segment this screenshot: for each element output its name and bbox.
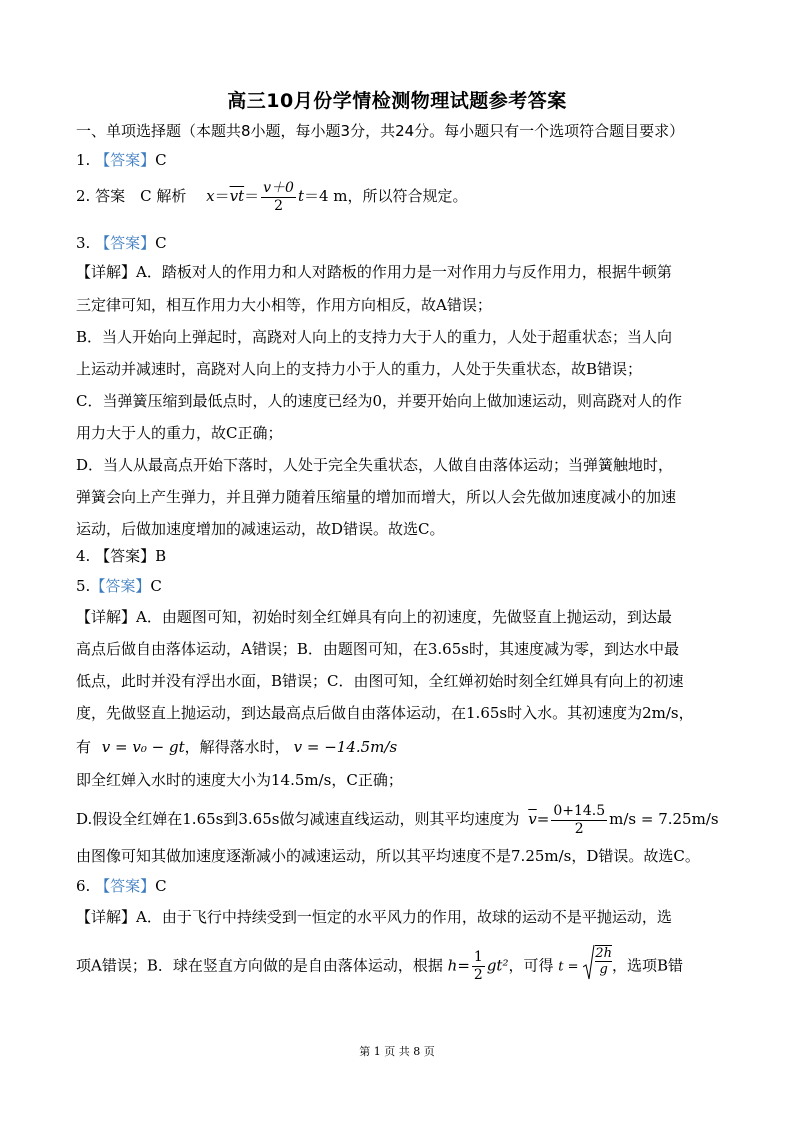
- q5-detail-line: 即全红婵入水时的速度大小为14.5m/s，C正确；: [76, 771, 403, 789]
- q5-text: 有: [76, 738, 92, 756]
- q6-fraction: [472, 949, 485, 984]
- q5-detail-line: [76, 607, 672, 627]
- answer-tag: 【答案】: [95, 877, 156, 895]
- q2-t: t: [297, 187, 304, 205]
- q3-detail-line: B．当人开始向上弹起时，高跷对人向上的支持力大于人的重力，人处于超重状态；当人向: [76, 328, 673, 346]
- q2-eq2: ＝: [244, 187, 260, 205]
- q2-lead: 2. 答案 C 解析: [76, 187, 202, 205]
- answer-tag: 【答案】: [90, 577, 151, 595]
- q5-detail-line: [76, 737, 397, 757]
- q2-fraction: [261, 180, 296, 215]
- q5-detail-line: 由图像可知其做加速度逐渐减小的减速运动，所以其平均速度不是7.25m/s，D错误。故选C。: [76, 847, 700, 865]
- q6-answer: [76, 876, 167, 896]
- answer-tag: 【答案】: [95, 151, 156, 169]
- q6-text: ，选项B错: [611, 956, 683, 975]
- sqrt-den: g: [599, 962, 608, 977]
- sqrt-num: 2h: [595, 946, 612, 961]
- q5-text: D.假设全红婵在1.65s到3.65s做匀减速直线运动，则其平均速度为: [76, 810, 520, 828]
- q3-detail-line: 弹簧会向上产生弹力，并且弹力随着压缩量的增加而增大，所以人会先做加速度减小的加速: [76, 488, 677, 506]
- q5-vbar: $\overline{v}$: [528, 810, 537, 828]
- q5-frac-num: 0+14.5: [553, 802, 606, 819]
- q6-choice: C: [155, 877, 167, 895]
- q4-choice: B: [155, 547, 167, 565]
- q4-number: 4.: [76, 547, 91, 565]
- q6-gt2: gt²: [486, 956, 509, 975]
- q6-frac-den: 2: [473, 967, 483, 983]
- q6-text: A．由于飞行中持续受到一恒定的水平风力的作用，故球的运动不是平抛运动，选: [136, 908, 672, 926]
- q3-detail-line: 三定律可知，相互作用力大小相等，作用方向相反，故A错误；: [76, 296, 492, 314]
- q6-detail-line: [76, 945, 683, 988]
- q6-eq: =: [457, 956, 470, 975]
- q6-t: t =: [558, 959, 579, 975]
- q3-answer: [76, 233, 167, 253]
- page-footer: 第 1 页 共 8 页: [359, 1045, 435, 1058]
- q5-answer: [76, 576, 162, 596]
- q5-avg: m/s = 7.25m/s: [609, 810, 719, 828]
- q3-detail-line: C．当弹簧压缩到最低点时，人的速度已经为0，并要开始向上做加速运动，则高跷对人的作: [76, 392, 683, 410]
- q6-text: 项A错误；B．球在竖直方向做的是自由落体运动，根据: [76, 956, 443, 975]
- detail-tag: 【详解】: [76, 608, 137, 626]
- q6-text: ，可得: [508, 956, 554, 975]
- section-heading: 一、单项选择题（本题共8小题，每小题3分，共24分。每小题只有一个选项符合题目要求）: [76, 122, 685, 140]
- q5-text: A．由题图可知，初始时刻全红婵具有向上的初速度，先做竖直上抛运动，到达最: [136, 608, 672, 626]
- q2-eq1: ＝: [214, 187, 230, 205]
- q2-x: x: [206, 187, 215, 205]
- q1-choice: C: [155, 151, 167, 169]
- q5-detail-line: 低点，此时并没有浮出水面，B错误；C．由图可知，全红婵初始时刻全红婵具有向上的初速: [76, 672, 684, 690]
- q6-detail-line: [76, 907, 672, 927]
- q5-number: 5.: [76, 577, 91, 595]
- q2-tail: ＝4 m，所以符合规定。: [303, 187, 468, 205]
- q3-detail-line: 上运动并减速时，高跷对人向上的支持力小于人的重力，人处于失重状态，故B错误；: [76, 360, 643, 378]
- q3-detail-line: D．当人从最高点开始下落时，人处于完全失重状态，人做自由落体运动；当弹簧触地时，: [76, 456, 674, 474]
- q6-number: 6.: [76, 877, 91, 895]
- q6-h: h: [447, 956, 458, 975]
- q5-detail-line: [76, 802, 719, 838]
- detail-tag: 【详解】: [76, 908, 137, 926]
- q3-text: A．踏板对人的作用力和人对踏板的作用力是一对作用力与反作用力，根据牛顿第: [136, 263, 672, 281]
- q5-eq: =: [536, 810, 550, 828]
- q4-tag: 【答案】: [95, 547, 156, 565]
- answer-tag: 【答案】: [95, 234, 156, 252]
- sqrt-symbol: [583, 945, 612, 988]
- q5-formula: v = v₀ − gt: [101, 738, 185, 756]
- q2-vt: $\overline{vt}$: [229, 187, 245, 205]
- sqrt-radicand: [595, 945, 612, 977]
- q2-frac-num: v＋0: [263, 179, 294, 196]
- q1-number: 1.: [76, 151, 91, 169]
- q3-detail-line: 用力大于人的重力，故C正确；: [76, 424, 283, 442]
- q4-answer: [76, 546, 166, 566]
- q5-result: v = −14.5m/s: [293, 738, 398, 756]
- q5-fraction: [551, 803, 607, 838]
- q3-detail-line: 运动，后做加速度增加的减速运动，故D错误。故选C。: [76, 520, 445, 538]
- detail-tag: 【详解】: [76, 263, 137, 281]
- q5-text: ，解得落水时，: [184, 738, 290, 756]
- q2-answer: [76, 179, 468, 215]
- q1-answer: [76, 150, 167, 170]
- q3-choice: C: [155, 234, 167, 252]
- q5-detail-line: 度，先做竖直上抛运动，到达最高点后做自由落体运动，在1.65s时入水。其初速度为2m/s，: [76, 704, 694, 722]
- q5-detail-line: 高点后做自由落体运动，A错误；B．由题图可知，在3.65s时，其速度减为零，到达水中最: [76, 640, 679, 658]
- q5-choice: C: [150, 577, 162, 595]
- q5-frac-den: 2: [574, 820, 584, 837]
- radical-sign-icon: [583, 945, 595, 981]
- q6-frac-num: 1: [473, 949, 483, 965]
- q2-frac-den: 2: [274, 197, 283, 214]
- q3-detail-line: [76, 262, 672, 282]
- q3-number: 3.: [76, 234, 91, 252]
- page-title: 高三10月份学情检测物理试题参考答案: [227, 90, 567, 112]
